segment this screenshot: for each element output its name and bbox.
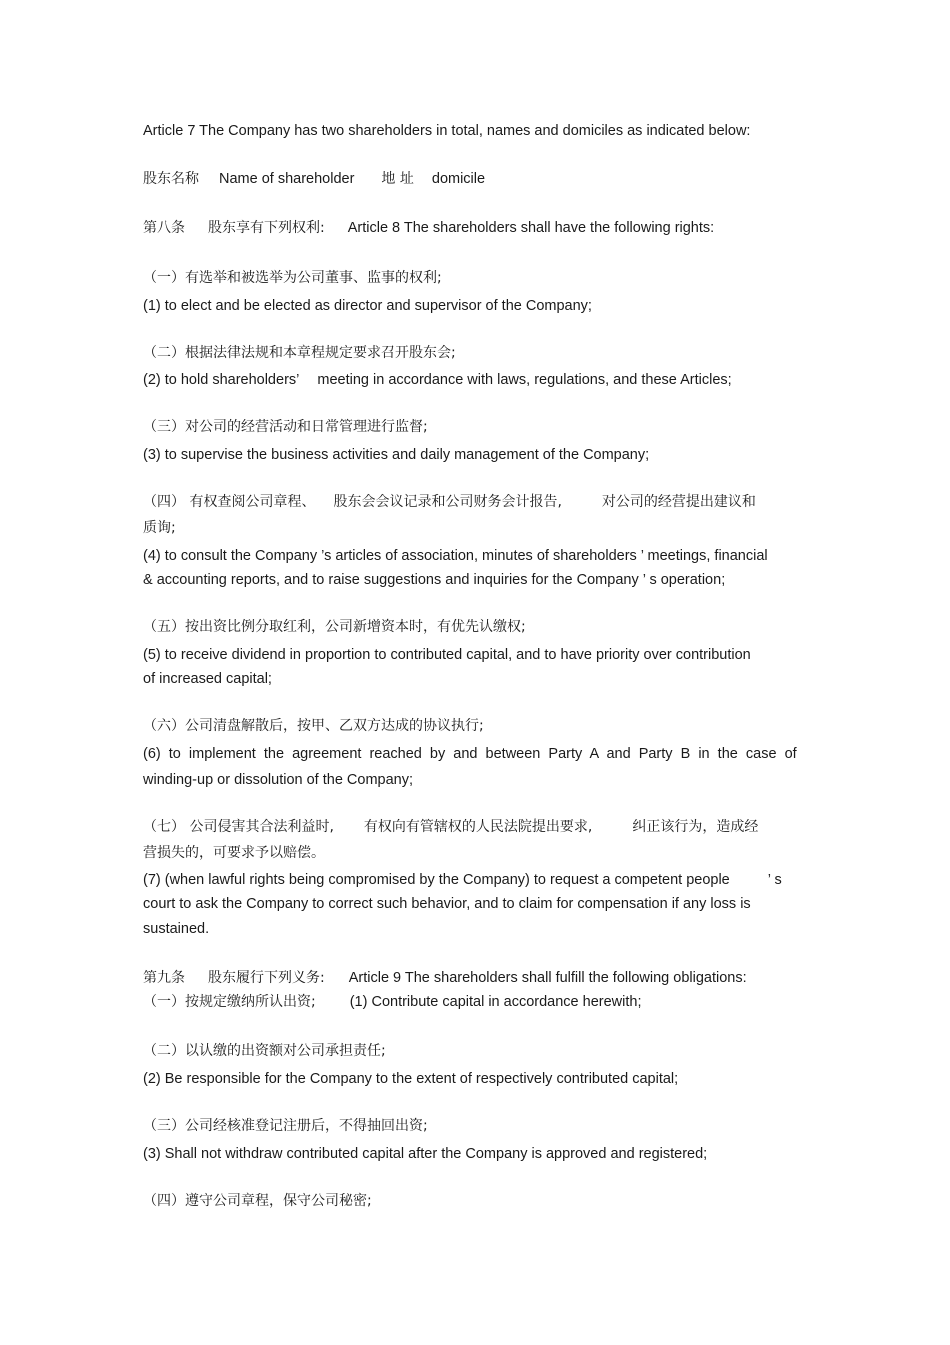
right-4-zh-c: 对公司的经营提出建议和: [601, 494, 756, 510]
article8-heading: [143, 219, 714, 237]
right-1-zh: （一）有选举和被选举为公司董事、监事的权利;: [143, 270, 442, 286]
obligation-2-en: (2) Be responsible for the Company to the extent of respectively contributed capital;: [143, 1071, 679, 1087]
article9-heading-zh-2: 股东履行下列义务:: [208, 970, 325, 986]
right-2-en-c: meeting in accordance with laws, regulations, and these Articles;: [317, 372, 732, 388]
article8-heading-en: Article 8 The shareholders shall have the following rights:: [347, 220, 715, 236]
right-6-en-line2: winding-up or dissolution of the Company;: [143, 772, 414, 788]
right-4-zh-a: （四） 有权查阅公司章程、: [143, 494, 316, 510]
article8-heading-zh: 第八条: [143, 220, 185, 236]
obligation-1-en: (1) Contribute capital in accordance herewith;: [349, 994, 642, 1010]
right-6-en-line1: (6) to implement the agreement reached by and between Party A and Party B in the case of: [143, 746, 797, 762]
right-7-en-line2: court to ask the Company to correct such behavior, and to claim for compensation if any loss is: [143, 896, 751, 912]
right-2-en-a: (2) to hold shareholders: [143, 372, 297, 388]
right-7-zh-b: 有权向有管辖权的人民法院提出要求,: [363, 819, 593, 835]
right-7-zh-line1: [143, 818, 758, 836]
right-2-en-apostrophe: ’: [296, 372, 300, 388]
shareholder-table-header: [143, 170, 485, 188]
right-4-en-line2: & accounting reports, and to raise suggestions and inquiries for the Company ’ s operation;: [143, 572, 726, 588]
right-6-zh: （六）公司清盘解散后，按甲、乙双方达成的协议执行;: [143, 718, 484, 734]
right-7-en-line1-b: ’ s: [767, 872, 782, 888]
article8-heading-zh-2: 股东享有下列权利:: [208, 220, 325, 236]
right-2-zh: （二）根据法律法规和本章程规定要求召开股东会;: [143, 345, 456, 361]
right-7-en-line3: sustained.: [143, 921, 210, 937]
obligation-3-zh: （三）公司经核准登记注册后，不得抽回出资;: [143, 1118, 428, 1134]
obligation-2-zh: （二）以认缴的出资额对公司承担责任;: [143, 1043, 386, 1059]
col-name-en: Name of shareholder: [219, 171, 355, 187]
right-5-en-line2: of increased capital;: [143, 671, 272, 687]
obligation-1: [143, 993, 641, 1011]
right-5-en-line1: (5) to receive dividend in proportion to contributed capital, and to have priority over contribution: [143, 647, 751, 663]
right-7-zh-a: （七） 公司侵害其合法利益时,: [143, 819, 334, 835]
right-4-zh-line2: 质询;: [143, 520, 176, 536]
obligation-3-en: (3) Shall not withdraw contributed capital after the Company is approved and registered;: [143, 1146, 708, 1162]
article9-heading-en: Article 9 The shareholders shall fulfill the following obligations:: [348, 970, 747, 986]
right-7-zh-c: 纠正该行为，造成经: [632, 819, 759, 835]
col-name-zh: 股东名称: [143, 171, 199, 187]
obligation-1-zh: （一）按规定缴纳所认出资;: [143, 994, 316, 1010]
right-1-en: (1) to elect and be elected as director and supervisor of the Company;: [143, 298, 592, 314]
right-4-en-line1: (4) to consult the Company ’s articles of association, minutes of shareholders ’ meetings, financial: [143, 548, 768, 564]
article7-intro: Article 7 The Company has two shareholders in total, names and domiciles as indicated below:: [143, 123, 751, 139]
col-addr-zh: 地 址: [381, 171, 414, 187]
right-5-zh: （五）按出资比例分取红利，公司新增资本时，有优先认缴权;: [143, 619, 526, 635]
right-7-en-line1-a: (7) (when lawful rights being compromised by the Company) to request a competent people: [143, 872, 730, 888]
right-4-zh-b: 股东会会议记录和公司财务会计报告,: [333, 494, 562, 510]
obligation-4-zh: （四）遵守公司章程，保守公司秘密;: [143, 1193, 372, 1209]
right-3-en: (3) to supervise the business activities and daily management of the Company;: [143, 447, 650, 463]
right-2-en: [143, 371, 732, 389]
right-7-en-line1: [143, 871, 782, 889]
article9-heading: [143, 969, 747, 987]
right-7-zh-line2: 营损失的，可要求予以赔偿。: [143, 845, 325, 861]
col-addr-en: domicile: [431, 171, 486, 187]
right-3-zh: （三）对公司的经营活动和日常管理进行监督;: [143, 419, 428, 435]
article9-heading-zh: 第九条: [143, 970, 185, 986]
right-4-zh-line1: [143, 493, 756, 511]
